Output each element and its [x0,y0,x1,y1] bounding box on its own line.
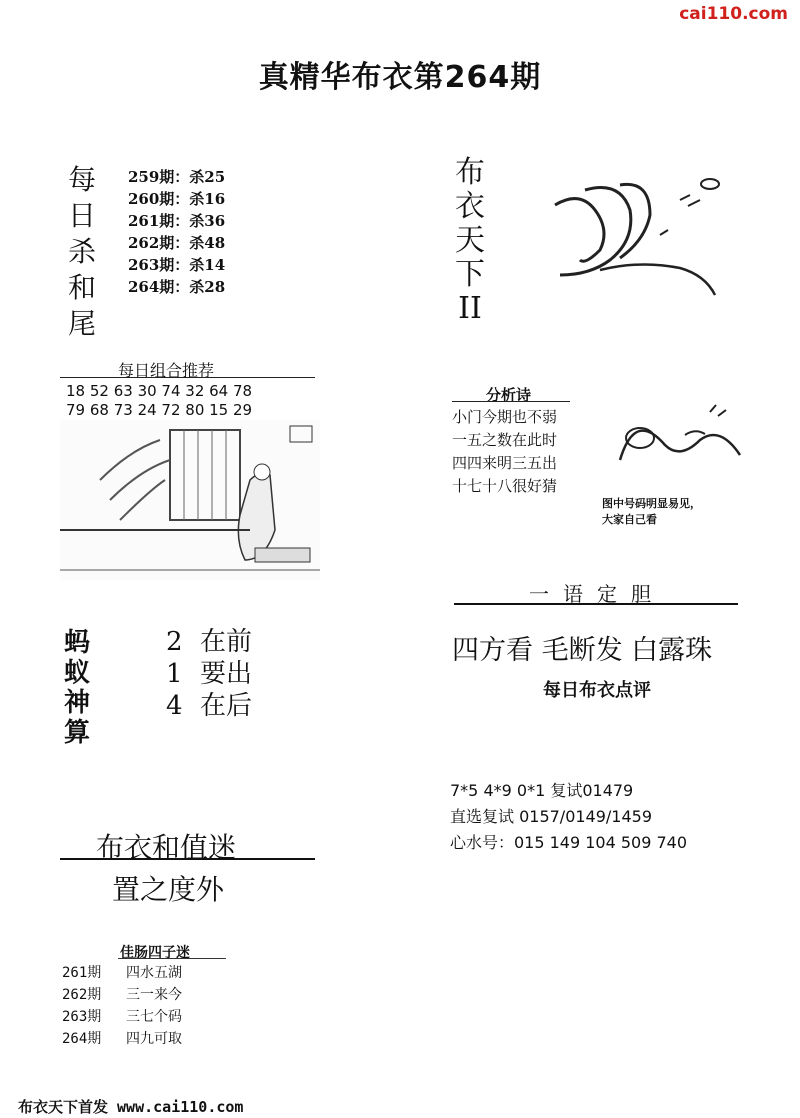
poem-divider [452,401,570,402]
hezhi-title: 布衣和值迷 [96,831,237,864]
tip-line: 心水号：015 149 104 509 740 [450,833,688,852]
ant-item: 1 要出 [166,659,253,689]
daily-kill-label [64,162,100,342]
four-char-item: 264期 四九可取 [62,1031,182,1047]
kill-item: 262期：杀48 [128,234,226,252]
kill-item: 259期：杀25 [128,168,226,186]
hezhi-divider [60,858,315,860]
four-char-list [62,962,182,1050]
daily-kill-label-char: 和 [67,271,96,304]
tip-line: 直选复试 0157/0149/1459 [450,807,653,826]
yiyu-text: 四方看 毛断发 白露珠 [452,635,713,666]
ant-label-char: 算 [64,718,91,748]
mountain-sketch [610,400,760,470]
combo-title: 每日组合推荐 [118,361,215,380]
four-char-item: 261期 四水五湖 [62,965,182,981]
kill-item: 261期：杀36 [128,212,226,230]
kill-item: 264期：杀28 [128,278,226,296]
ant-label-char: 蚁 [64,658,91,688]
poem-lines [452,406,557,498]
daily-kill-label-char: 尾 [67,307,96,340]
tip-line: 7*5 4*9 0*1 复试01479 [450,781,634,800]
kill-item: 263期：杀14 [128,256,226,274]
caption-line: 图中号码明显易见， [602,497,701,510]
page-title: 真精华布衣第264期 [258,60,542,95]
four-char-item: 262期 三一来今 [62,987,182,1003]
site-brand: cai110.com [679,4,788,24]
buyi-char: 天 [455,223,485,258]
scholar-illustration [60,420,320,580]
bird-sketch [540,170,740,300]
footer-text: 布衣天下首发 www.cai110.com [18,1098,244,1116]
ant-label-char: 神 [64,688,91,718]
daily-kill-label-char: 每 [67,163,96,196]
tips-list [450,778,687,856]
buyi-tianxia-label [452,156,488,326]
yiyu-subtitle: 每日布衣点评 [543,680,651,701]
poem-line: 十七十八很好猜 [452,477,558,495]
buyi-char: 衣 [455,189,485,224]
buyi-char: II [458,291,482,326]
hezhi-subtitle: 置之度外 [112,873,225,906]
yiyu-title: 一语定胆 [529,582,665,606]
daily-kill-list [128,166,225,298]
kill-item: 260期：杀16 [128,190,226,208]
buyi-char: 下 [455,257,485,292]
image-caption [602,496,701,528]
poem-title: 分析诗 [486,386,532,404]
four-char-divider [118,958,226,959]
poem-line: 一五之数在此时 [452,431,558,449]
four-char-item: 263期 三七个码 [62,1009,182,1025]
caption-line: 大家自己看 [602,513,657,526]
combo-divider [60,377,315,378]
combo-row: 18 52 63 30 74 32 64 78 [66,382,253,400]
ant-item: 2 在前 [166,627,253,657]
poem-line: 四四来明三五出 [452,454,558,472]
four-char-title: 佳肠四子迷 [120,945,190,961]
buyi-char: 布 [455,155,485,190]
yiyu-divider [454,603,738,605]
ant-calc-label [64,628,94,748]
poem-line: 小门今期也不弱 [452,408,558,426]
ant-label-char: 蚂 [64,628,91,658]
ant-calc-list [166,626,252,722]
combo-row: 79 68 73 24 72 80 15 29 [66,401,253,419]
daily-kill-label-char: 杀 [67,235,96,268]
ant-item: 4 在后 [166,691,253,721]
daily-kill-label-char: 日 [67,199,96,232]
